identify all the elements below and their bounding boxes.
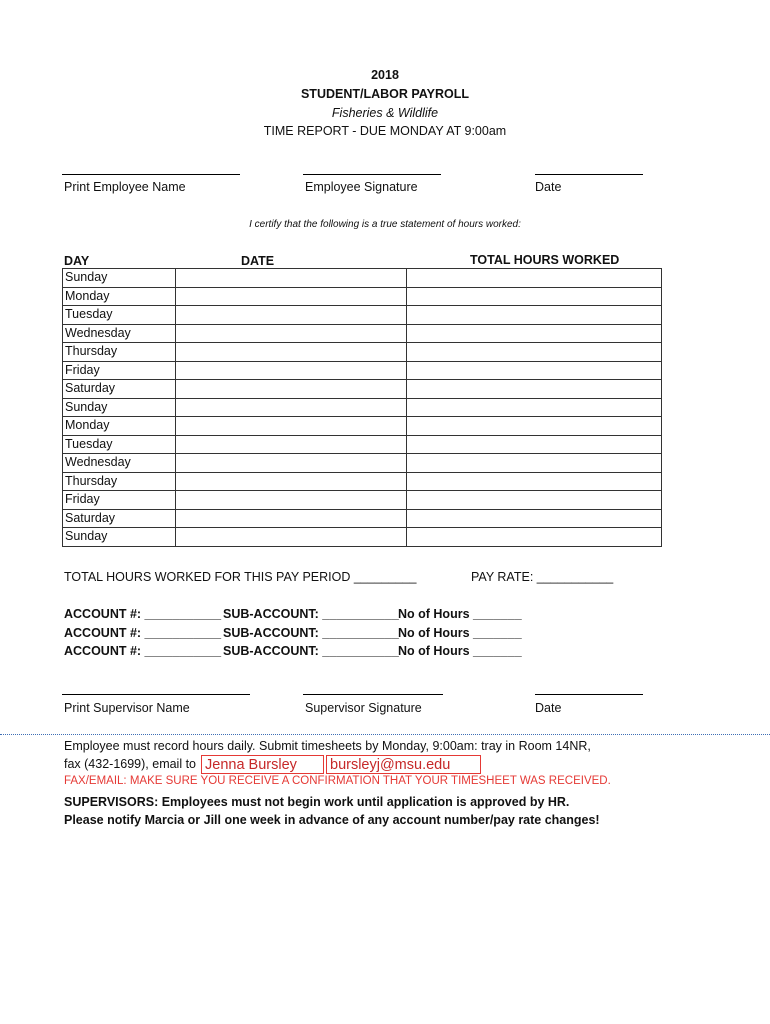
hours-cell[interactable] xyxy=(407,361,662,380)
supervisor-name-label: Print Supervisor Name xyxy=(64,701,190,715)
hours-cell[interactable] xyxy=(407,269,662,288)
day-cell: Tuesday xyxy=(63,435,176,454)
hours-cell[interactable] xyxy=(407,287,662,306)
day-cell: Monday xyxy=(63,287,176,306)
supervisor-name-line[interactable] xyxy=(62,694,250,695)
supervisor-date-label: Date xyxy=(535,701,562,715)
day-cell: Wednesday xyxy=(63,454,176,473)
hours-cell[interactable] xyxy=(407,343,662,362)
day-cell: Sunday xyxy=(63,528,176,547)
table-row xyxy=(63,269,662,288)
section-divider xyxy=(0,734,770,735)
day-cell: Monday xyxy=(63,417,176,436)
hours-cell[interactable] xyxy=(407,435,662,454)
hours-cell[interactable] xyxy=(407,398,662,417)
subaccount-label-3: SUB-ACCOUNT: ___________ xyxy=(223,644,399,658)
table-row xyxy=(63,435,662,454)
table-row xyxy=(63,398,662,417)
supervisor-notice: SUPERVISORS: Employees must not begin work until application is approved by HR. xyxy=(64,795,570,809)
hours-cell[interactable] xyxy=(407,380,662,399)
day-column-header: DAY xyxy=(64,254,90,268)
pay-rate-label: PAY RATE: ___________ xyxy=(471,570,614,584)
hours-cell[interactable] xyxy=(407,417,662,436)
table-row xyxy=(63,454,662,473)
hours-count-label-2: No of Hours _______ xyxy=(398,626,522,640)
certify-statement: I certify that the following is a true statement of hours worked: xyxy=(249,219,521,230)
instructions-line-1: Employee must record hours daily. Submit timesheets by Monday, 9:00am: tray in Room 14NR, xyxy=(64,739,591,753)
employee-signature-label: Employee Signature xyxy=(305,180,418,194)
employee-date-label: Date xyxy=(535,180,562,194)
supervisor-date-line[interactable] xyxy=(535,694,643,695)
subaccount-label-1: SUB-ACCOUNT: ___________ xyxy=(223,607,399,621)
account-label-2: ACCOUNT #: ___________ xyxy=(64,626,222,640)
day-cell: Thursday xyxy=(63,343,176,362)
date-column-header: DATE xyxy=(241,254,275,268)
table-row xyxy=(63,287,662,306)
due-notice: TIME REPORT - DUE MONDAY AT 9:00am xyxy=(263,124,507,138)
subaccount-label-2: SUB-ACCOUNT: ___________ xyxy=(223,626,399,640)
hours-cell[interactable] xyxy=(407,528,662,547)
date-cell[interactable] xyxy=(176,269,407,288)
date-cell[interactable] xyxy=(176,361,407,380)
supervisor-signature-line[interactable] xyxy=(303,694,443,695)
date-cell[interactable] xyxy=(176,380,407,399)
hours-cell[interactable] xyxy=(407,306,662,325)
contact-email-field[interactable]: bursleyj@msu.edu xyxy=(326,755,481,774)
date-cell[interactable] xyxy=(176,454,407,473)
date-cell[interactable] xyxy=(176,435,407,454)
table-row xyxy=(63,324,662,343)
table-row xyxy=(63,472,662,491)
date-cell[interactable] xyxy=(176,491,407,510)
date-cell[interactable] xyxy=(176,287,407,306)
date-cell[interactable] xyxy=(176,528,407,547)
notify-notice: Please notify Marcia or Jill one week in advance of any account number/pay rate changes! xyxy=(64,813,600,827)
hours-cell[interactable] xyxy=(407,324,662,343)
hours-count-label-3: No of Hours _______ xyxy=(398,644,522,658)
date-cell[interactable] xyxy=(176,306,407,325)
hours-table xyxy=(62,268,662,547)
table-row xyxy=(63,361,662,380)
hours-column-header: TOTAL HOURS WORKED xyxy=(470,253,620,267)
table-row xyxy=(63,509,662,528)
date-cell[interactable] xyxy=(176,324,407,343)
hours-cell[interactable] xyxy=(407,491,662,510)
hours-cell[interactable] xyxy=(407,509,662,528)
department-name: Fisheries & Wildlife xyxy=(331,106,439,120)
date-cell[interactable] xyxy=(176,472,407,491)
confirmation-warning: FAX/EMAIL: MAKE SURE YOU RECEIVE A CONFIRMATION THAT YOUR TIMESHEET WAS RECEIVED. xyxy=(64,775,611,787)
date-cell[interactable] xyxy=(176,417,407,436)
table-row xyxy=(63,491,662,510)
hours-count-label-1: No of Hours _______ xyxy=(398,607,522,621)
form-year: 2018 xyxy=(371,68,399,82)
table-row xyxy=(63,343,662,362)
table-row xyxy=(63,417,662,436)
hours-cell[interactable] xyxy=(407,472,662,491)
table-row xyxy=(63,306,662,325)
table-row xyxy=(63,380,662,399)
date-cell[interactable] xyxy=(176,398,407,417)
supervisor-signature-label: Supervisor Signature xyxy=(305,701,422,715)
table-row xyxy=(63,528,662,547)
day-cell: Saturday xyxy=(63,380,176,399)
day-cell: Sunday xyxy=(63,398,176,417)
day-cell: Sunday xyxy=(63,269,176,288)
day-cell: Friday xyxy=(63,361,176,380)
date-cell[interactable] xyxy=(176,509,407,528)
day-cell: Tuesday xyxy=(63,306,176,325)
account-label-3: ACCOUNT #: ___________ xyxy=(64,644,222,658)
day-cell: Thursday xyxy=(63,472,176,491)
employee-date-line[interactable] xyxy=(535,174,643,175)
hours-cell[interactable] xyxy=(407,454,662,473)
employee-signature-line[interactable] xyxy=(303,174,441,175)
day-cell: Saturday xyxy=(63,509,176,528)
instructions-line-2: fax (432-1699), email to xyxy=(64,757,197,771)
employee-name-line[interactable] xyxy=(62,174,240,175)
day-cell: Wednesday xyxy=(63,324,176,343)
form-title: STUDENT/LABOR PAYROLL xyxy=(300,87,470,101)
contact-name-field[interactable]: Jenna Bursley xyxy=(201,755,324,774)
employee-name-label: Print Employee Name xyxy=(64,180,186,194)
account-label-1: ACCOUNT #: ___________ xyxy=(64,607,222,621)
total-hours-label: TOTAL HOURS WORKED FOR THIS PAY PERIOD _________ xyxy=(64,570,417,584)
day-cell: Friday xyxy=(63,491,176,510)
date-cell[interactable] xyxy=(176,343,407,362)
